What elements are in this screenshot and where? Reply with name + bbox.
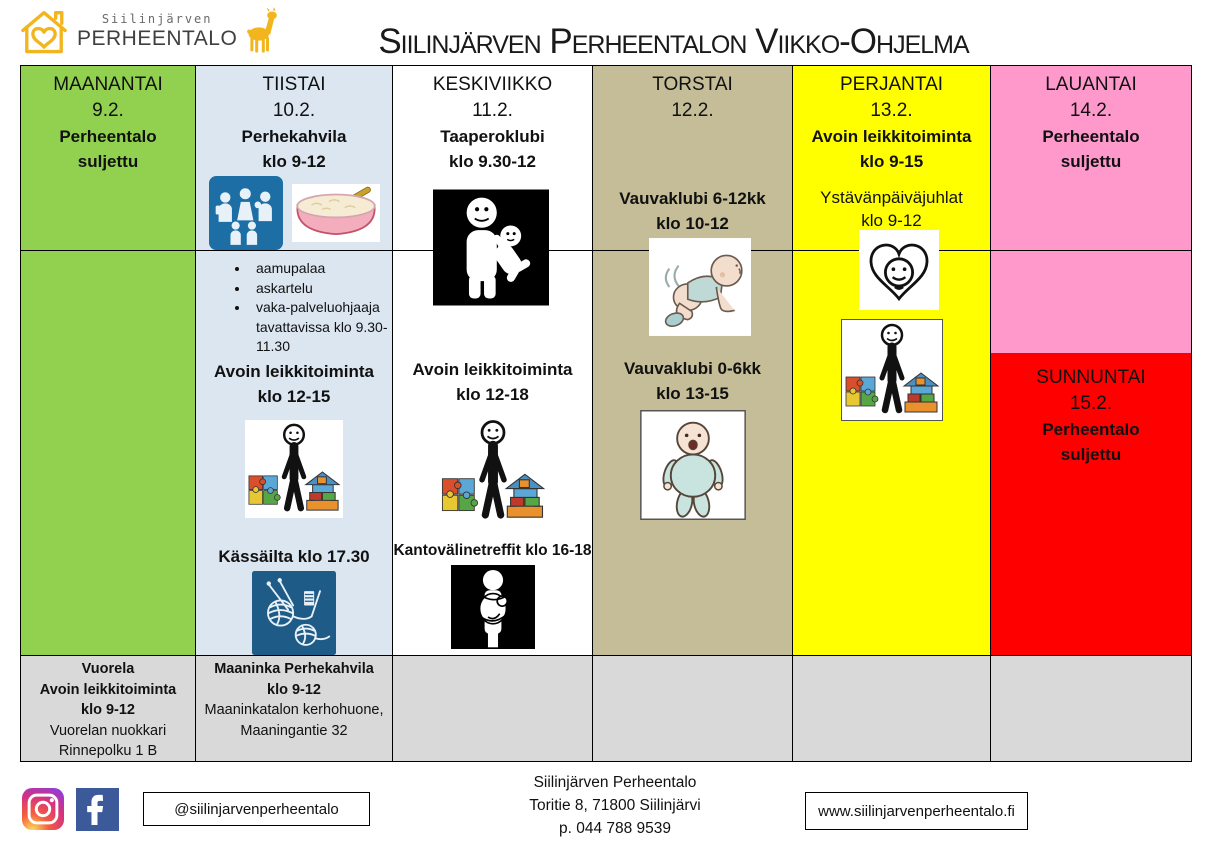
- day-date: 15.2.: [1069, 393, 1113, 414]
- tiistai-header-cell: [196, 66, 392, 251]
- torstai-extra-cell: [593, 656, 792, 761]
- org-address: Toritie 8, 71800 Siilinjärvi: [529, 797, 701, 814]
- day-date: 14.2.: [1069, 100, 1113, 121]
- extra-venue: Maaninkatalon kerhohuone,: [204, 702, 384, 718]
- extra-time: klo 9-12: [81, 702, 135, 718]
- bullet-item: • askartelu: [250, 279, 393, 299]
- status-text: Perheentalo: [1042, 127, 1140, 146]
- maanantai-header-cell: [21, 66, 195, 251]
- lauantai-header-cell: [991, 66, 1191, 251]
- tiistai-extra-cell: [196, 656, 392, 761]
- day-name: TORSTAI: [652, 74, 733, 95]
- column-lauantai-sunnuntai: [991, 66, 1191, 761]
- bullet-item: • aamupalaa: [250, 259, 393, 279]
- maanantai-extra-cell: [21, 656, 195, 761]
- website-box[interactable]: [805, 792, 1028, 830]
- event-title: Avoin leikkitoiminta: [214, 361, 374, 381]
- event-time: klo 13-15: [656, 384, 729, 403]
- instagram-icon[interactable]: [22, 788, 64, 830]
- column-keskiviikko: [393, 66, 593, 761]
- extra-location: Maaninka Perhekahvila: [214, 661, 374, 677]
- lauantai-extra-cell: [991, 656, 1191, 761]
- event-title: Vauvaklubi 0-6kk: [623, 359, 762, 378]
- baby-icon: [639, 410, 747, 520]
- logo-subtitle: Siilinjärven: [101, 12, 213, 26]
- event-title: Avoin leikkitoiminta: [412, 360, 573, 379]
- column-perjantai: [793, 66, 991, 761]
- day-date: 9.2.: [92, 100, 124, 121]
- column-tiistai: [196, 66, 393, 761]
- extra-location: Vuorela: [81, 661, 135, 677]
- perhekahvila-details: [236, 259, 393, 357]
- day-date: 11.2.: [472, 100, 513, 121]
- family-icon: [209, 176, 283, 250]
- play-activity-icon: [438, 415, 548, 527]
- keskiviikko-body-cell: [393, 251, 592, 656]
- weekly-schedule-table: [20, 65, 1192, 762]
- event-title: Vauvaklubi 6-12kk: [619, 189, 766, 208]
- play-activity-icon: [244, 420, 344, 518]
- status-text: suljettu: [1060, 445, 1122, 464]
- social-handle: @siilinjarvenperheentalo: [174, 800, 339, 818]
- day-name: MAANANTAI: [53, 74, 163, 95]
- event-time: klo 10-12: [656, 214, 729, 233]
- crafts-icon: [252, 571, 336, 655]
- maanantai-body-cell: [21, 251, 195, 656]
- event-time: klo 9-12: [861, 211, 922, 230]
- heart-smiley-icon: [858, 230, 940, 310]
- perjantai-body-cell: [793, 251, 990, 656]
- play-activity-icon: [841, 319, 943, 421]
- perjantai-header-cell: [793, 66, 990, 251]
- day-name: LAUANTAI: [1045, 74, 1137, 95]
- event-title: Kantovälinetreffit klo 16-18: [393, 542, 592, 559]
- logo-title: PERHEENTALO: [77, 27, 238, 50]
- extra-activity: Avoin leikkitoiminta: [39, 681, 177, 698]
- day-date: 10.2.: [272, 100, 316, 121]
- status-text: suljettu: [1060, 152, 1122, 171]
- tiistai-body-cell: [196, 251, 392, 656]
- house-heart-icon: [16, 6, 72, 56]
- event-title: Avoin leikkitoiminta: [811, 127, 972, 146]
- perjantai-extra-cell: [793, 656, 990, 761]
- porridge-bowl-icon: [292, 184, 380, 242]
- bullet-item: • vaka-palveluohjaaja tavattavissa klo 9.30-11.30: [250, 298, 393, 357]
- status-text: Perheentalo: [1042, 420, 1140, 439]
- torstai-header-cell: [593, 66, 792, 251]
- event-time: klo 12-18: [456, 385, 529, 404]
- website-url: www.siilinjarvenperheentalo.fi: [818, 802, 1015, 820]
- event-time: klo 9-12: [262, 152, 326, 171]
- status-text: suljettu: [77, 152, 139, 171]
- social-handle-box[interactable]: [143, 792, 370, 826]
- org-name: Siilinjärven Perheentalo: [533, 774, 697, 791]
- adult-with-toddler-icon: [433, 189, 549, 306]
- day-date: 12.2.: [671, 100, 714, 121]
- day-name: TIISTAI: [262, 74, 326, 95]
- footer: [0, 760, 1207, 846]
- extra-venue: Vuorelan nuokkari: [49, 722, 167, 739]
- status-text: Perheentalo: [59, 127, 157, 146]
- extra-address: Maaningantie 32: [240, 722, 348, 739]
- lauantai-body-cell: [991, 251, 1191, 353]
- day-name: KESKIVIIKKO: [432, 74, 553, 95]
- event-title: Taaperoklubi: [440, 127, 545, 146]
- event-time: klo 12-15: [257, 386, 331, 406]
- event-title: Perhekahvila: [241, 127, 347, 146]
- extra-time: klo 9-12: [267, 681, 321, 698]
- day-date: 13.2.: [870, 100, 913, 121]
- keskiviikko-extra-cell: [393, 656, 592, 761]
- day-name: PERJANTAI: [839, 74, 944, 95]
- header: [0, 0, 1207, 65]
- sunnuntai-cell: [991, 353, 1191, 656]
- facebook-icon[interactable]: [76, 788, 119, 831]
- event-time: klo 9-15: [859, 152, 924, 171]
- event-title: Kässäilta klo 17.30: [218, 546, 370, 566]
- org-phone: p. 044 788 9539: [558, 820, 672, 837]
- page-title: Siilinjärven Perheentalon Viikko-Ohjelma: [378, 22, 969, 61]
- crawling-baby-icon: [649, 238, 751, 336]
- extra-address: Rinnepolku 1 B: [58, 743, 158, 759]
- contact-info: [410, 771, 820, 840]
- column-torstai: [593, 66, 793, 761]
- event-time: klo 9.30-12: [449, 152, 536, 171]
- babywearing-icon: [450, 565, 536, 649]
- day-name: SUNNUNTAI: [1036, 367, 1146, 388]
- column-maanantai: [21, 66, 196, 761]
- event-title: Ystävänpäiväjuhlat: [820, 188, 963, 207]
